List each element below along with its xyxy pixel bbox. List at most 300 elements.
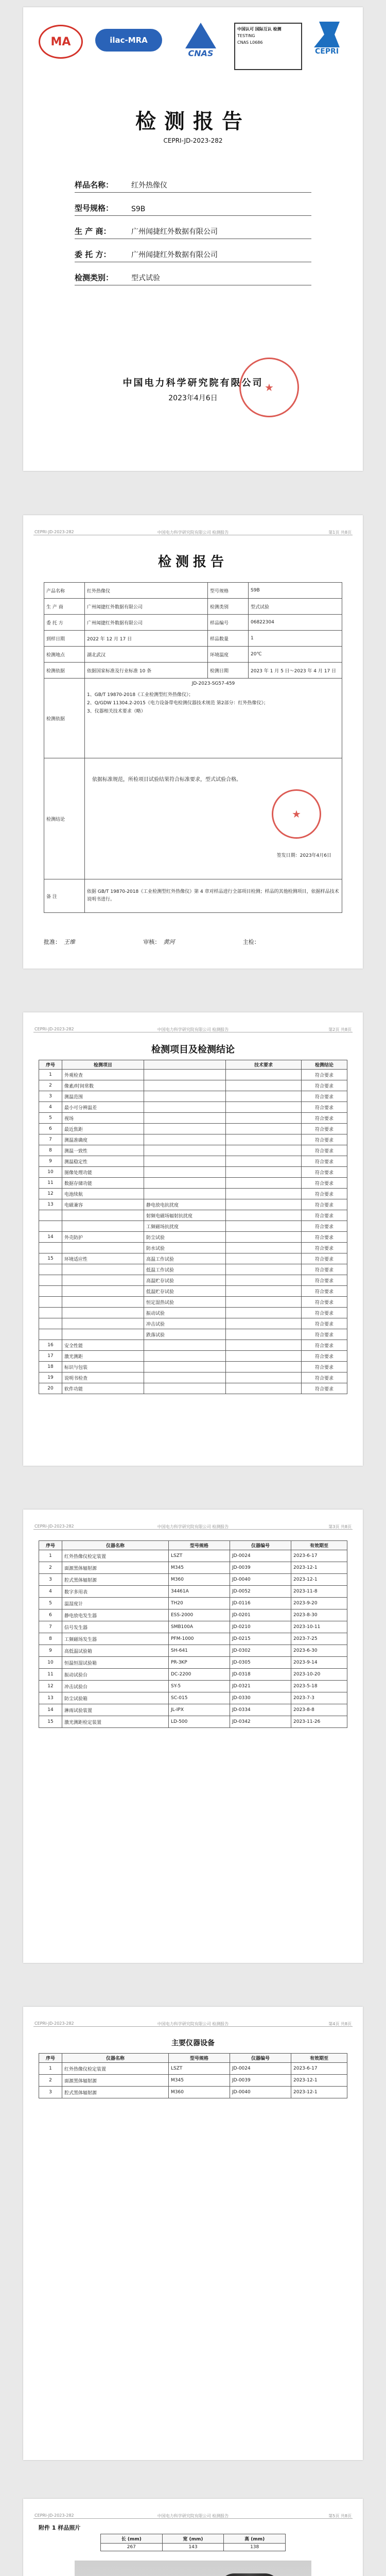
- table-cell: [226, 1286, 302, 1297]
- table-cell: 低温工作试验: [144, 1264, 226, 1275]
- table-cell: 2023-8-30: [291, 1609, 347, 1621]
- table-cell: 15: [39, 1253, 62, 1264]
- table-row: [39, 1574, 347, 1586]
- table-cell: 信号发生器: [62, 1621, 169, 1633]
- basis-code: JD-2023-SG57-459: [191, 681, 235, 686]
- cell-key: 检测依据: [44, 663, 85, 679]
- column-header: 高 (mm): [224, 2534, 286, 2544]
- header-center: 中国电力科学研究院有限公司 检测报告: [157, 2022, 229, 2026]
- header-center: 中国电力科学研究院有限公司 检测报告: [157, 1524, 229, 1529]
- seal-star-icon: ★: [265, 381, 274, 394]
- table-row: [39, 1210, 347, 1221]
- table-cell: 符合要求: [302, 1102, 347, 1113]
- table-cell: SC-015: [169, 1692, 230, 1704]
- table-cell: PR-3KP: [169, 1657, 230, 1669]
- cepri-logo: [306, 22, 347, 63]
- cell-value: 267: [101, 2544, 163, 2551]
- table-cell: [144, 1167, 226, 1178]
- table-cell: 5: [39, 1598, 62, 1609]
- table-row: [39, 1609, 347, 1621]
- table-row: [39, 1645, 347, 1657]
- cell-value: 1: [249, 631, 342, 647]
- table-cell: 6: [39, 1124, 62, 1134]
- table-cell: 跌落试验: [144, 1329, 226, 1340]
- table-cell: 冲击试验台: [62, 1681, 169, 1692]
- table-cell: [226, 1264, 302, 1275]
- table-cell: 符合要求: [302, 1091, 347, 1102]
- field-value: 广州闻捷红外数据有限公司: [131, 228, 218, 236]
- conclusion-text: 依据标准规范，所检项目试验结果符合标准要求，型式试验合格。: [92, 777, 241, 783]
- table-cell: 外观检查: [62, 1070, 144, 1080]
- table-cell: 激光测距: [62, 1351, 144, 1362]
- cell-value: 20℃: [249, 647, 342, 663]
- field-value: 广州闻捷红外数据有限公司: [131, 251, 218, 259]
- table-cell: 防水试验: [144, 1243, 226, 1253]
- table-cell: [62, 1297, 144, 1308]
- table-cell: 视场: [62, 1113, 144, 1124]
- column-header: 序号: [39, 2054, 62, 2063]
- table-cell: 2023-9-20: [291, 1598, 347, 1609]
- table-row: [39, 1704, 347, 1716]
- table-cell: JD-0210: [230, 1621, 291, 1633]
- table-cell: [62, 1221, 144, 1232]
- table-cell: 10: [39, 1167, 62, 1178]
- table-cell: [39, 1210, 62, 1221]
- table-cell: [226, 1113, 302, 1124]
- main-instruments-title: 主要仪器设备: [171, 2039, 215, 2047]
- table-cell: 6: [39, 1609, 62, 1621]
- table-row: [39, 1232, 347, 1243]
- table-cell: 符合要求: [302, 1178, 347, 1189]
- photo-section-title: 附件 1 样品照片: [39, 2524, 81, 2531]
- table-cell: [226, 1199, 302, 1210]
- basis-line: 3、仪器相关技术要求（略）: [87, 709, 146, 714]
- table-cell: 7: [39, 1621, 62, 1633]
- table-cell: 防尘试验箱: [62, 1692, 169, 1704]
- column-header: 检测项目: [62, 1060, 144, 1070]
- sample-photo: [75, 2561, 311, 2576]
- table-cell: 测温稳定性: [62, 1156, 144, 1167]
- table-cell: 2023-7-25: [291, 1633, 347, 1645]
- table-cell: [226, 1275, 302, 1286]
- table-cell: 2023-7-3: [291, 1692, 347, 1704]
- instruments-table: [39, 1540, 347, 1728]
- cnas-logo: [175, 23, 226, 59]
- header-left: CEPRI-JD-2023-282: [34, 1524, 74, 1529]
- table-row: [39, 1167, 347, 1178]
- table-row: [39, 1633, 347, 1645]
- table-row: [44, 583, 342, 599]
- table-row: [39, 1657, 347, 1669]
- table-cell: 11: [39, 1669, 62, 1681]
- cell-key: 检测地点: [44, 647, 85, 663]
- table-cell: JD-0330: [230, 1692, 291, 1704]
- table-cell: [39, 1243, 62, 1253]
- table-cell: 符合要求: [302, 1145, 347, 1156]
- table-cell: 符合要求: [302, 1351, 347, 1362]
- table-cell: 图像处理功能: [62, 1167, 144, 1178]
- basis-label: 检测依据: [44, 679, 85, 758]
- table-cell: 振动试验: [144, 1308, 226, 1318]
- cell-key: 产品名称: [44, 583, 85, 599]
- header-left: CEPRI-JD-2023-282: [34, 2513, 74, 2518]
- table-cell: 19: [39, 1372, 62, 1383]
- table-cell: 符合要求: [302, 1156, 347, 1167]
- table-cell: 2023-10-11: [291, 1621, 347, 1633]
- cover-org: 中国电力科学研究院有限公司: [122, 378, 264, 388]
- table-cell: 1: [39, 1070, 62, 1080]
- table-cell: 最近焦距: [62, 1124, 144, 1134]
- table-row: [39, 1598, 347, 1609]
- field-value: 型式试验: [131, 274, 160, 282]
- table-row: [39, 1586, 347, 1598]
- table-cell: 符合要求: [302, 1070, 347, 1080]
- table-cell: 符合要求: [302, 1264, 347, 1275]
- cell-value: 138: [224, 2544, 286, 2551]
- table-cell: [39, 1329, 62, 1340]
- table-cell: 5: [39, 1113, 62, 1124]
- cell-value: 依据国家标准及行业标准 10 条: [85, 663, 208, 679]
- instruments-page: [23, 1510, 363, 1963]
- table-cell: 3: [39, 1574, 62, 1586]
- column-header: 仪器编号: [230, 1541, 291, 1550]
- cell-key: 到样日期: [44, 631, 85, 647]
- table-row: [39, 1113, 347, 1124]
- table-row: [39, 1124, 347, 1134]
- table-cell: [62, 1286, 144, 1297]
- table-row: [39, 1362, 347, 1372]
- table-cell: [226, 1351, 302, 1362]
- table-cell: JD-0024: [230, 2063, 291, 2075]
- column-header: 型号规格: [169, 2054, 230, 2063]
- table-cell: [39, 1275, 62, 1286]
- column-header: 有效期至: [291, 2054, 347, 2063]
- table-cell: 激光测距检定装置: [62, 1716, 169, 1728]
- sign-main-label: 主检：: [242, 939, 260, 945]
- table-row: [39, 1297, 347, 1308]
- table-cell: [62, 1275, 144, 1286]
- table-cell: JD-0215: [230, 1633, 291, 1645]
- remarks-text: 依据 GB/T 19870-2018《工业检测型红外热像仪》第 4 章对样品进行全部项目检测；样品的其他检测项目，依据样品技术说明书进行。: [85, 879, 342, 913]
- table-cell: 红外热像仪检定装置: [62, 2063, 169, 2075]
- column-header: 仪器名称: [62, 2054, 169, 2063]
- table-row: [44, 615, 342, 631]
- table-cell: 符合要求: [302, 1199, 347, 1210]
- sign-audit-label: 审核：: [143, 939, 161, 945]
- main-instruments-page: [23, 2007, 363, 2460]
- table-cell: 恒定湿热试验: [144, 1297, 226, 1308]
- table-cell: 符合要求: [302, 1308, 347, 1318]
- table-cell: [144, 1189, 226, 1199]
- table-cell: 淋雨试验装置: [62, 1704, 169, 1716]
- field-value: 红外热像仪: [131, 181, 167, 190]
- table-cell: 2023-12-1: [291, 2087, 347, 2098]
- table-cell: [62, 1243, 144, 1253]
- table-cell: 符合要求: [302, 1340, 347, 1351]
- table-cell: 10: [39, 1657, 62, 1669]
- table-row: [39, 1275, 347, 1286]
- table-row: [44, 758, 342, 879]
- table-cell: 2: [39, 2075, 62, 2087]
- table-cell: 符合要求: [302, 1221, 347, 1232]
- table-cell: [39, 1318, 62, 1329]
- cell-key: 环境温度: [208, 647, 249, 663]
- table-cell: JD-0302: [230, 1645, 291, 1657]
- table-cell: 20: [39, 1383, 62, 1394]
- table-cell: [144, 1178, 226, 1189]
- table-row: [39, 1264, 347, 1275]
- column-header: 技术要求: [226, 1060, 302, 1070]
- summary-title: 检测报告: [157, 554, 228, 570]
- table-row: [39, 1102, 347, 1113]
- table-cell: 2023-12-1: [291, 1562, 347, 1574]
- column-header: [144, 1060, 226, 1070]
- table-cell: [39, 1264, 62, 1275]
- table-cell: JL-IPX: [169, 1704, 230, 1716]
- table-cell: 13: [39, 1692, 62, 1704]
- cnas-box-en: TESTING: [237, 33, 255, 38]
- table-cell: SH-641: [169, 1645, 230, 1657]
- table-cell: 符合要求: [302, 1253, 347, 1264]
- table-cell: [62, 1318, 144, 1329]
- table-row: [39, 1221, 347, 1232]
- table-cell: [144, 1351, 226, 1362]
- table-cell: [144, 1134, 226, 1145]
- table-row: [39, 1286, 347, 1297]
- table-row: [39, 1253, 347, 1264]
- cover-date: 2023年4月6日: [168, 394, 218, 402]
- table-cell: [226, 1156, 302, 1167]
- table-cell: 2023-6-17: [291, 1550, 347, 1562]
- table-cell: 2023-10-20: [291, 1669, 347, 1681]
- table-cell: [226, 1102, 302, 1113]
- table-row: [39, 1134, 347, 1145]
- field-label: 样品名称：: [75, 180, 114, 190]
- table-cell: 15: [39, 1716, 62, 1728]
- table-cell: 8: [39, 1145, 62, 1156]
- table-cell: 像素/时间常数: [62, 1080, 144, 1091]
- table-cell: 恒温恒湿试验箱: [62, 1657, 169, 1669]
- sign-approve-label: 批准：: [44, 939, 61, 945]
- table-cell: JD-0040: [230, 2087, 291, 2098]
- table-cell: 符合要求: [302, 1275, 347, 1286]
- signature-2: 黄河: [163, 939, 175, 945]
- table-cell: [39, 1308, 62, 1318]
- field-value: S9B: [131, 205, 146, 213]
- table-cell: 符合要求: [302, 1232, 347, 1243]
- cover-page: [23, 7, 363, 471]
- table-row: [39, 1178, 347, 1189]
- signature-row: [44, 938, 342, 946]
- column-header: 长 (mm): [101, 2534, 163, 2544]
- table-cell: [226, 1372, 302, 1383]
- table-row: [39, 1308, 347, 1318]
- table-cell: DC-2200: [169, 1669, 230, 1681]
- header-right: 第5页 共8页: [328, 2514, 352, 2518]
- table-cell: TH20: [169, 1598, 230, 1609]
- table-cell: JD-0116: [230, 1598, 291, 1609]
- table-cell: 电池续航: [62, 1189, 144, 1199]
- photo-page: [23, 2499, 363, 2576]
- cell-value: 06822304: [249, 615, 342, 631]
- test-seal: [272, 789, 321, 839]
- table-cell: [226, 1253, 302, 1264]
- field-label: 型号规格：: [75, 204, 114, 213]
- column-header: 序号: [39, 1541, 62, 1550]
- cnas-box-cn: 中国认可 国际互认 检测: [237, 27, 282, 31]
- basis-line: 2、Q/GDW 11304.2-2015《电力设备带电检测仪器技术规范 第2部分：红外热像仪》；: [87, 701, 268, 706]
- table-cell: 高温工作试验: [144, 1253, 226, 1264]
- table-cell: 数据存储功能: [62, 1178, 144, 1189]
- items-title: 检测项目及检测结论: [151, 1044, 235, 1055]
- table-cell: JD-0201: [230, 1609, 291, 1621]
- table-cell: 1: [39, 2063, 62, 2075]
- table-cell: 符合要求: [302, 1243, 347, 1253]
- table-cell: 环境适应性: [62, 1253, 144, 1264]
- remarks-label: 备 注: [44, 879, 85, 913]
- basis-line: 1、GB/T 19870-2018《工业检测型红外热像仪》；: [87, 692, 194, 698]
- header-right: 第3页 共8页: [328, 1524, 352, 1529]
- field-row: [75, 239, 311, 262]
- table-cell: 最小可分辨温差: [62, 1102, 144, 1113]
- table-cell: 高温贮存试验: [144, 1275, 226, 1286]
- table-cell: SY-5: [169, 1681, 230, 1692]
- table-cell: [39, 1221, 62, 1232]
- table-cell: [226, 1308, 302, 1318]
- field-label: 委 托 方：: [75, 250, 111, 259]
- table-cell: 2023-6-17: [291, 2063, 347, 2075]
- table-cell: [226, 1178, 302, 1189]
- conclusion-label: 检测结论: [44, 758, 85, 879]
- cnas-box-no: CNAS L0686: [237, 40, 263, 45]
- table-cell: [226, 1297, 302, 1308]
- table-cell: [144, 1070, 226, 1080]
- table-cell: 16: [39, 1340, 62, 1351]
- table-cell: 4: [39, 1586, 62, 1598]
- table-cell: 2023-12-1: [291, 1574, 347, 1586]
- table-row: [39, 1372, 347, 1383]
- table-cell: [39, 1286, 62, 1297]
- column-header: 序号: [39, 1060, 62, 1070]
- table-cell: 14: [39, 1232, 62, 1243]
- table-row: [44, 663, 342, 679]
- table-cell: 11: [39, 1178, 62, 1189]
- table-cell: [144, 1145, 226, 1156]
- table-row: [39, 2063, 347, 2075]
- table-cell: [226, 1080, 302, 1091]
- table-cell: 测温一致性: [62, 1145, 144, 1156]
- table-cell: 2023-6-30: [291, 1645, 347, 1657]
- table-cell: 1: [39, 1550, 62, 1562]
- table-cell: 12: [39, 1189, 62, 1199]
- table-cell: [144, 1372, 226, 1383]
- table-cell: [226, 1145, 302, 1156]
- ma-logo-text: MA: [50, 35, 71, 48]
- table-cell: 安全性能: [62, 1340, 144, 1351]
- cell-value: 2023 年 1 月 5 日～2023 年 4 月 17 日: [249, 663, 342, 679]
- table-cell: 工频磁场发生器: [62, 1633, 169, 1645]
- table-cell: 2023-9-14: [291, 1657, 347, 1669]
- cell-value: 广州闻捷红外数据有限公司: [85, 599, 208, 615]
- table-cell: [226, 1221, 302, 1232]
- table-cell: 标识与包装: [62, 1362, 144, 1372]
- table-cell: 7: [39, 1134, 62, 1145]
- table-row: [39, 1070, 347, 1080]
- table-cell: JD-0039: [230, 1562, 291, 1574]
- table-cell: 9: [39, 1156, 62, 1167]
- cell-value: 143: [162, 2544, 224, 2551]
- cnas-logo-text: CNAS: [188, 48, 214, 58]
- header-center: 中国电力科学研究院有限公司 检测报告: [157, 530, 229, 535]
- report-date: 签发日期：2023年4月6日: [276, 853, 331, 858]
- table-cell: 符合要求: [302, 1113, 347, 1124]
- table-cell: 18: [39, 1362, 62, 1372]
- table-cell: 2023-11-8: [291, 1586, 347, 1598]
- cell-value: 湖北武汉: [85, 647, 208, 663]
- table-cell: 符合要求: [302, 1210, 347, 1221]
- table-row: [39, 1681, 347, 1692]
- cell-key: 样品数量: [208, 631, 249, 647]
- table-row: [44, 599, 342, 615]
- table-cell: 3: [39, 2087, 62, 2098]
- table-cell: [226, 1362, 302, 1372]
- table-row: [39, 1329, 347, 1340]
- table-row: [39, 1550, 347, 1562]
- table-cell: 2: [39, 1080, 62, 1091]
- table-cell: [144, 1113, 226, 1124]
- table-cell: LD-500: [169, 1716, 230, 1728]
- header-left: CEPRI-JD-2023-282: [34, 2021, 74, 2026]
- table-row: [44, 631, 342, 647]
- column-header: 检测结论: [302, 1060, 347, 1070]
- signature-1: 王维: [64, 939, 75, 945]
- seal-star-icon: ★: [292, 808, 301, 820]
- table-cell: [226, 1134, 302, 1145]
- table-cell: 12: [39, 1681, 62, 1692]
- table-cell: [144, 1124, 226, 1134]
- cell-key: 生 产 商: [44, 599, 85, 615]
- table-cell: M360: [169, 1574, 230, 1586]
- table-cell: 34461A: [169, 1586, 230, 1598]
- table-row: [39, 1716, 347, 1728]
- table-row: [39, 1383, 347, 1394]
- table-cell: LSZT: [169, 2063, 230, 2075]
- table-cell: [226, 1070, 302, 1080]
- cnas-box: [234, 23, 302, 70]
- table-cell: [226, 1210, 302, 1221]
- table-cell: 符合要求: [302, 1189, 347, 1199]
- table-cell: SMB100A: [169, 1621, 230, 1633]
- table-cell: [226, 1329, 302, 1340]
- field-row: [75, 170, 311, 193]
- table-row: [39, 2075, 347, 2087]
- table-cell: [62, 1264, 144, 1275]
- table-row: [39, 1351, 347, 1362]
- column-header: 有效期至: [291, 1541, 347, 1550]
- table-cell: 17: [39, 1351, 62, 1362]
- header-left: CEPRI-JD-2023-282: [34, 1027, 74, 1031]
- table-cell: [39, 1297, 62, 1308]
- table-cell: 冲击试验: [144, 1318, 226, 1329]
- table-cell: 符合要求: [302, 1167, 347, 1178]
- ilac-logo-text: ilac-MRA: [110, 36, 148, 45]
- camera-handle: [219, 2573, 280, 2576]
- table-cell: 腔式黑体辐射源: [62, 2087, 169, 2098]
- summary-table: [44, 582, 342, 913]
- table-cell: 符合要求: [302, 1124, 347, 1134]
- ilac-logo: [95, 29, 162, 52]
- table-row: [39, 2087, 347, 2098]
